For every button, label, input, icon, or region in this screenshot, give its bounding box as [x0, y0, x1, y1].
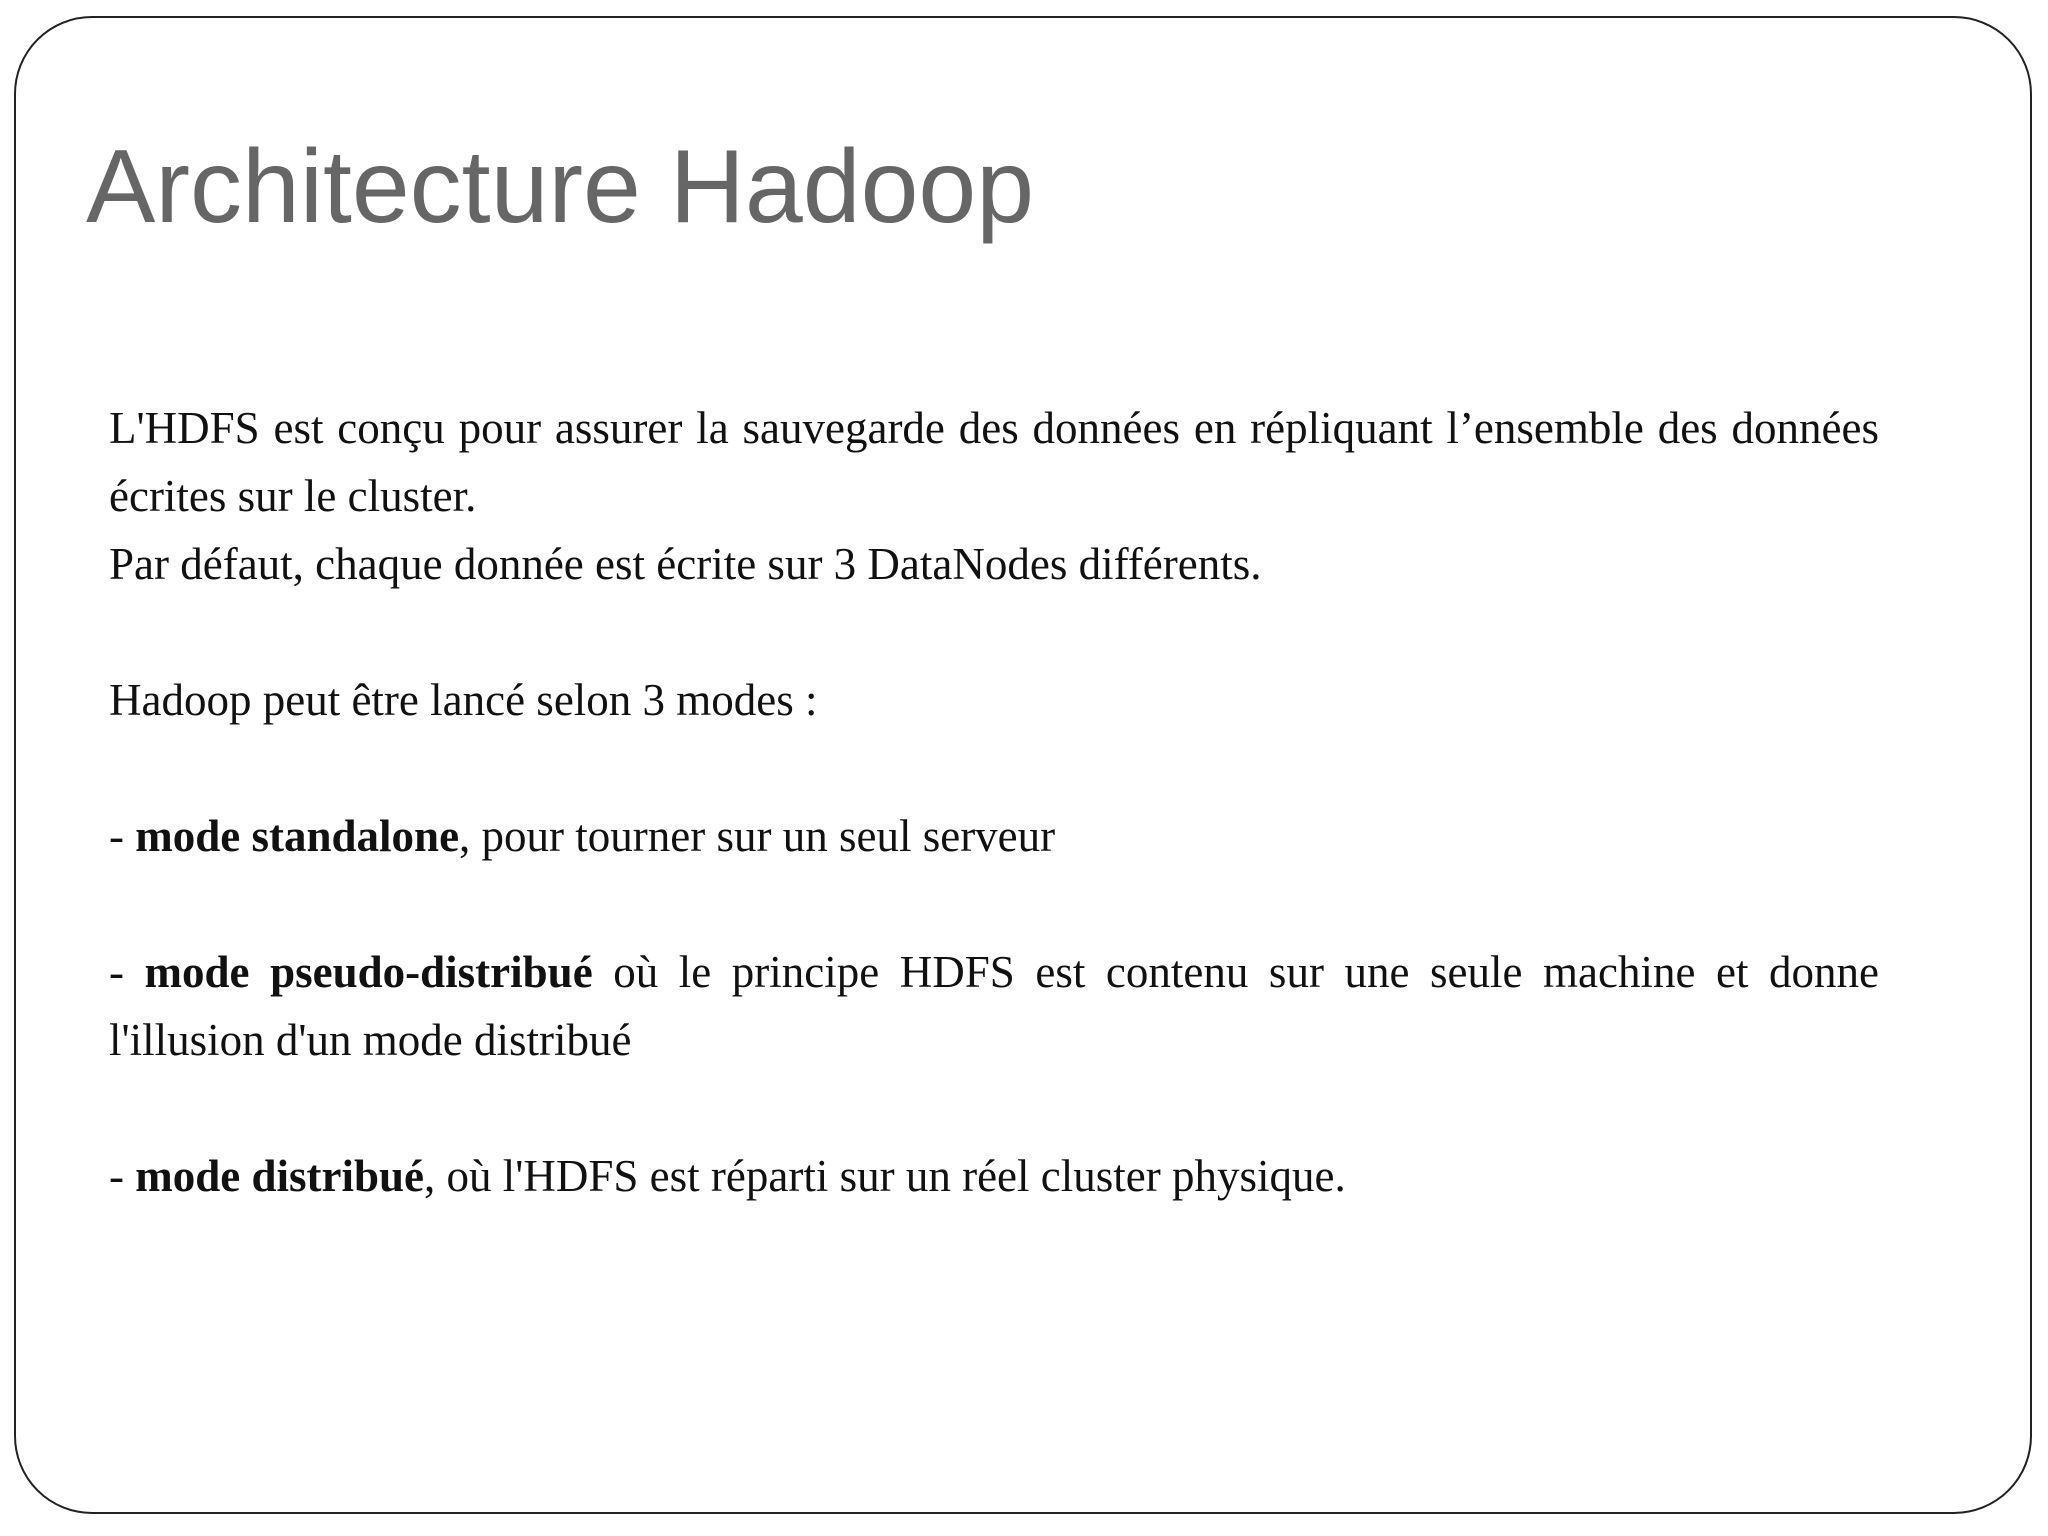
slide-frame [14, 16, 2032, 1514]
mode-item-description: où le principe HDFS est contenu sur une seule machine et donne l'illusion d'un mode distribué [109, 947, 1879, 1065]
mode-item-name: mode standalone [135, 811, 460, 861]
mode-item-description: , où l'HDFS est réparti sur un réel cluster physique. [424, 1151, 1346, 1201]
mode-item-name: mode distribué [135, 1151, 425, 1201]
mode-item-distributed [109, 1142, 1879, 1210]
intro-paragraph: L'HDFS est conçu pour assurer la sauvegarde des données en répliquant l’ensemble des données écrites sur le cluster. [109, 403, 1879, 521]
mode-item-pseudo-distributed [109, 938, 1879, 1074]
spacer [109, 598, 1879, 666]
mode-item-standalone [109, 802, 1879, 870]
mode-item-prefix: - [109, 947, 145, 997]
spacer [109, 734, 1879, 802]
spacer [109, 870, 1879, 938]
slide-title: Architecture Hadoop [86, 129, 1035, 245]
mode-item-name: mode pseudo-distribué [144, 947, 593, 997]
default-replication-paragraph: Par défaut, chaque donnée est écrite sur 3 DataNodes différents. [109, 539, 1262, 589]
mode-item-prefix: - [109, 1151, 136, 1201]
mode-item-prefix: - [109, 811, 136, 861]
modes-intro-paragraph: Hadoop peut être lancé selon 3 modes : [109, 675, 818, 725]
slide-body [109, 394, 1879, 1210]
spacer [109, 1074, 1879, 1142]
mode-item-description: , pour tourner sur un seul serveur [459, 811, 1056, 861]
